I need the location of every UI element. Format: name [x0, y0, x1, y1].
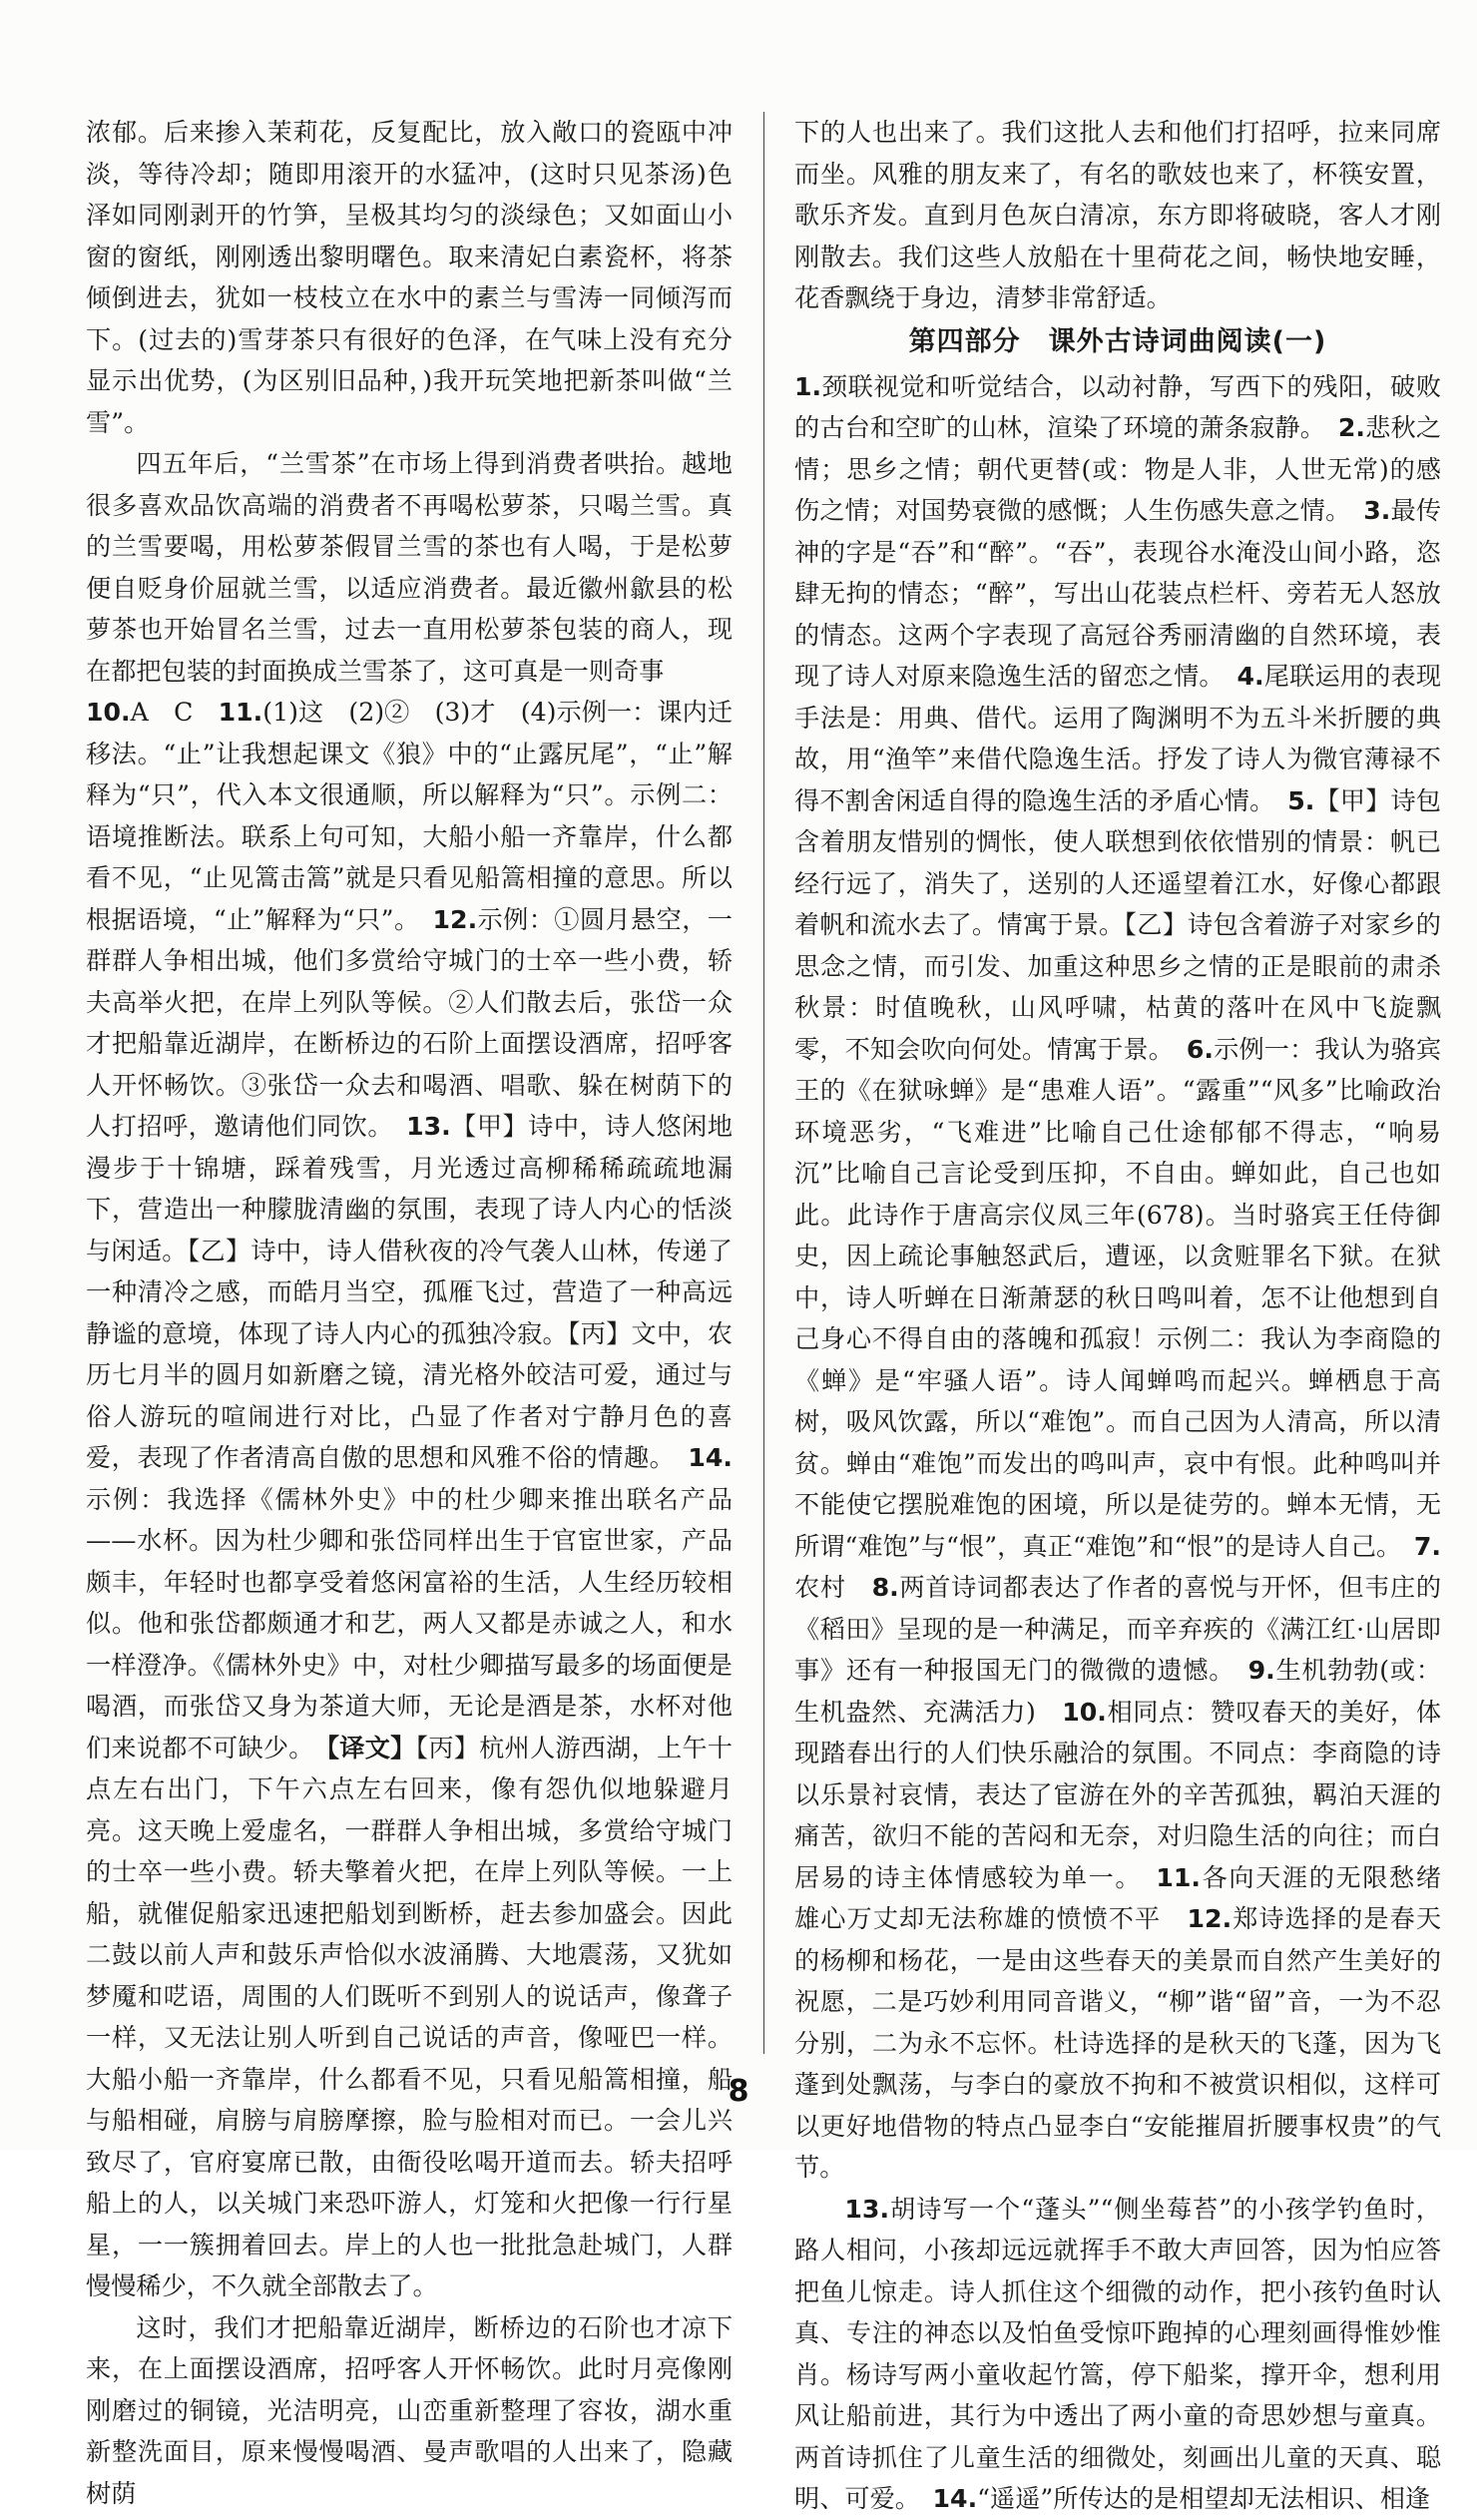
q1-number: 1. [794, 371, 822, 401]
q11-answer: 各向天涯的无限愁绪 雄心万丈却无法称雄的愤愤不平 [794, 1862, 1467, 1933]
q13-answer: 胡诗写一个“蓬头”“侧坐莓苔”的小孩学钓鱼时，路人相问，小孩却远远就挥手不敢大声回答，因为怕应答把鱼儿惊走。诗人抓住这个细微的动作，把小孩钓鱼时认真、专注的神态以及怕鱼受惊吓跑掉的心理刻画得惟妙惟肖。杨诗写两小童收起竹篙，停下船桨，撑开伞，想利用风让船前进，其行为中透出了两小童的奇思妙想与童真。两首诗抓住了儿童生活的细微处，刻画出儿童的天真、聪明、可爱。 [794, 2194, 1441, 2513]
paragraph-lanxue-market: 四五年后，“兰雪茶”在市场上得到消费者哄抬。越地很多喜欢品饮高端的消费者不再喝松萝茶，只喝兰雪。真的兰雪要喝，用松萝茶假冒兰雪的茶也有人喝，于是松萝便自贬身价屈就兰雪，以适应消费者。最近徽州歙县的松萝茶也开始冒名兰雪，过去一直用松萝茶包装的商人，现在都把包装的封面换成兰雪茶了，这可真是一则奇事 [86, 449, 733, 686]
section-title: 第四部分 课外古诗词曲阅读(一) [908, 325, 1327, 357]
q13-answer: 【甲】诗中，诗人悠闲地漫步于十锦塘，踩着残雪，月光透过高柳稀稀疏疏地漏下，营造出一种朦胧清幽的氛围，表现了诗人内心的恬淡与闲适。【乙】诗中，诗人借秋夜的冷气袭人山林，传递了一种清冷之感，而皓月当空，孤雁飞过，营造了一种高远静谧的意境，体现了诗人内心的孤独冷寂。【丙】文中，农历七月半的圆月如新磨之镜，清光格外皎洁可爱，通过与俗人游玩的喧闹进行对比，凸显了作者对宁静月色的喜爱，表现了作者清高自傲的思想和风雅不俗的情趣。 [86, 1112, 734, 1472]
q12-number: 12. [1187, 1904, 1232, 1933]
q6-answer: 示例一：我认为骆宾王的《在狱咏蝉》是“患难人语”。“露重”“风多”比喻政治环境恶劣，“飞难进”比喻自己仕途郁郁不得志，“响易沉”比喻自己言论受到压抑，不自由。蝉如此，自己也如此。此诗作于唐高宗仪凤三年(678)。当时骆宾王任侍御史，因上疏论事触怒武后，遭诬，以贪赃罪名下狱。在狱中，诗人听蝉在日渐萧瑟的秋日鸣叫着，怎不让他想到自己身心不得自由的落魄和孤寂！示例二：我认为李商隐的《蝉》是“牢骚人语”。诗人闻蝉鸣而起兴。蝉栖息于高树，吸风饮露，所以“难饱”。而自己因为人清高，所以清贫。蝉由“难饱”而发出的鸣叫声，哀中有恨。此种鸣叫并不能使它摆脱难饱的困境，所以是徒劳的。蝉本无情，无所谓“难饱”与“恨”，真正“难饱”和“恨”的是诗人自己。 [794, 1034, 1442, 1561]
q2-answer: 悲秋之情；思乡之情；朝代更替(或：物是人非，人世无常)的感伤之情；对国势衰微的感慨；人生伤感失意之情。 [794, 413, 1442, 525]
q4-answer: 尾联运用的表现手法是：用典、借代。运用了陶渊明不为五斗米折腰的典故，用“渔竿”来借代隐逸生活。抒发了诗人为微官薄禄不得不割舍闲适自得的隐逸生活的矛盾心情。 [794, 662, 1442, 815]
q3-number: 3. [1363, 496, 1391, 525]
q10-number: 10. [1062, 1697, 1107, 1727]
q14-answer: 示例：我选择《儒林外史》中的杜少卿来推出联名产品——水杯。因为杜少卿和张岱同样出生于官宦世家，产品颇丰，年轻时也都享受着悠闲富裕的生活，人生经历较相似。他和张岱都颇通才和艺，两人又都是赤诚之人，和水一样澄净。《儒林外史》中，对杜少卿描写最多的场面便是喝酒，而张岱又身为茶道大师，无论是酒是茶，水杯对他们来说都不可缺少。 [86, 1484, 733, 1763]
q8-number: 8. [871, 1573, 899, 1602]
q14-number: 14. [688, 1443, 733, 1472]
q12-number: 12. [432, 904, 478, 934]
answers-part-four-continued [794, 2189, 1441, 2520]
paragraph-translation-end: 这时，我们才把船靠近湖岸，断桥边的石阶也才凉下来，在上面摆设酒席，招呼客人开怀畅饮。此时月亮像刚刚磨过的铜镜，光洁明亮，山峦重新整理了容妆，湖水重新整洗面目，原来慢慢喝酒、曼声歌唱的人出来了，隐藏树荫 [86, 2312, 733, 2508]
q6-number: 6. [1186, 1034, 1214, 1064]
answers-10-to-14 [86, 692, 733, 2307]
q9-number: 9. [1247, 1656, 1275, 1685]
column-divider [763, 112, 764, 2054]
q9-answer: 生机勃勃(或：生机盎然、充满活力) [794, 1656, 1442, 1727]
q2-number: 2. [1337, 413, 1365, 442]
q7-number: 7. [1413, 1531, 1441, 1561]
translation-text: 【丙】杭州人游西湖，上午十点左右出门，下午六点左右回来，像有怨仇似地躲避月亮。这天晚上爱虚名，一群群人争相出城，多赏给守城门的士卒一些小费。轿夫擎着火把，在岸上列队等候。一上船，就催促船家迅速把船划到断桥，赶去参加盛会。因此二鼓以前人声和鼓乐声恰似水波涌腾、大地震荡，又犹如梦魇和呓语，周围的人们既听不到别人的说话声，像聋子一样，又无法让别人听到自己说话的声音，像哑巴一样。大船小船一齐靠岸，什么都看不见，只看见船篙相撞，船与船相碰，肩膀与肩膀摩擦，脸与脸相对而已。一会儿兴致尽了，官府宴席已散，由衙役吆喝开道而去。轿夫招呼船上的人，以关城门来恐吓游人，灯笼和火把像一行行星星，一一簇拥着回去。岸上的人也一批批急赴城门，人群慢慢稀少，不久就全部散去了。 [86, 1733, 733, 2300]
right-column [794, 112, 1467, 2513]
q5-answer: 【甲】诗包含着朋友惜别的惆怅，使人联想到依依惜别的情景：帆已经行远了，消失了，送别的人还遥望着江水，好像心都跟着帆和流水去了。情寓于景。【乙】诗包含着游子对家乡的思念之情，而引发、加重这种思乡之情的正是眼前的肃杀秋景：时值晚秋，山风呼啸，枯黄的落叶在风中飞旋飘零，不知会吹向何处。情寓于景。 [794, 785, 1441, 1064]
q10-number: 10. [86, 698, 131, 727]
q4-number: 4. [1236, 662, 1264, 691]
paragraph-translation-continued: 下的人也出来了。我们这批人去和他们打招呼，拉来同席而坐。风雅的朋友来了，有名的歌妓也来了，杯筷安置，歌乐齐发。直到月色灰白清凉，东方即将破晓，客人才刚刚散去。我们这些人放船在十里荷花之间，畅快地安睡，花香飘绕于身边，清梦非常舒适。 [794, 118, 1441, 312]
q11-number: 11. [218, 698, 263, 727]
q14-answer: “遥遥”所传达的是相望却无法相识、相逢 [977, 2484, 1431, 2513]
q12-answer: 郑诗选择的是春天的杨柳和杨花，一是由这些春天的美景而自然产生美好的祝愿，二是巧妙利用同音谐义，“柳”谐“留”音，一为不忍分别，二为永不忘怀。杜诗选择的是秋天的飞蓬，因为飞蓬到处飘荡，与李白的豪放不拘和不被赏识相似，这样可以更好地借物的特点凸显李白“安能摧眉折腰事权贵”的气节。 [794, 1904, 1442, 2182]
q12-answer: 示例：①圆月悬空，一群群人争相出城，他们多赏给守城门的士卒一些小费，轿夫高举火把，在岸上列队等候。②人们散去后，张岱一众才把船靠近湖岸，在断桥边的石阶上面摆设酒席，招呼客人开怀畅饮。③张岱一众去和喝酒、唱歌、躲在树荫下的人打招呼，邀请他们同饮。 [86, 904, 733, 1141]
q11-number: 11. [1156, 1862, 1201, 1892]
q10-answer: 相同点：赞叹春天的美好，体现踏春出行的人们快乐融洽的氛围。不同点：李商隐的诗以乐景衬哀情，表达了宦游在外的辛苦孤独，羁泊天涯的痛苦，欲归不能的苦闷和无奈，对归隐生活的向往；而白居易的诗主体情感较为单一。 [794, 1697, 1442, 1892]
q14-number: 14. [932, 2484, 978, 2513]
left-column [86, 112, 734, 2508]
page-number: 8 [728, 2074, 749, 2109]
q1-answer: 颈联视觉和听觉结合，以动衬静，写西下的残阳，破败的古台和空旷的山林，渲染了环境的萧条寂静。 [794, 371, 1441, 442]
q5-number: 5. [1287, 785, 1315, 815]
q7-answer: 农村 [794, 1573, 872, 1602]
q13-number: 13. [844, 2194, 890, 2224]
q8-answer: 两首诗词都表达了作者的喜悦与开怀，但韦庄的《稻田》呈现的是一种满足，而辛弃疾的《满江红·山居即事》还有一种报国无门的微微的遗憾。 [794, 1573, 1442, 1685]
q3-answer: 最传神的字是“吞”和“醉”。“吞”，表现谷水淹没山间小路，恣肆无拘的情态；“醉”，写出山花装点栏杆、旁若无人怒放的情态。这两个字表现了高冠谷秀丽清幽的自然环境，表现了诗人对原来隐逸生活的留恋之情。 [794, 496, 1442, 691]
paragraph-tea-story: 浓郁。后来掺入茉莉花，反复配比，放入敞口的瓷瓯中冲淡，等待冷却；随即用滚开的水猛冲，(这时只见茶汤)色泽如同刚剥开的竹笋，呈极其均匀的淡绿色；又如面山小窗的窗纸，刚刚透出黎明曙色。取来清妃白素瓷杯，将茶倾倒进去，犹如一枝枝立在水中的素兰与雪涛一同倾泻而下。(过去的)雪芽茶只有很好的色泽，在气味上没有充分显示出优势，(为区别旧品种，)我开玩笑地把新茶叫做“兰雪”。 [86, 118, 733, 437]
q11-answer: (1)这 (2)② (3)才 (4)示例一：课内迁移法。“止”让我想起课文《狼》中的“止露尻尾”，“止”解释为“只”，代入本文很通顺，所以解释为“只”。示例二：语境推断法。联系上句可知，大船小船一齐靠岸，什么都看不见，“止见篙击篙”就是只看见船篙相撞的意思。所以根据语境，“止”解释为“只”。 [86, 698, 734, 934]
answers-part-four [794, 366, 1467, 2189]
q13-number: 13. [406, 1112, 451, 1141]
q10-answer: A C [130, 698, 219, 727]
translation-label: 【译文】 [326, 1733, 416, 1763]
